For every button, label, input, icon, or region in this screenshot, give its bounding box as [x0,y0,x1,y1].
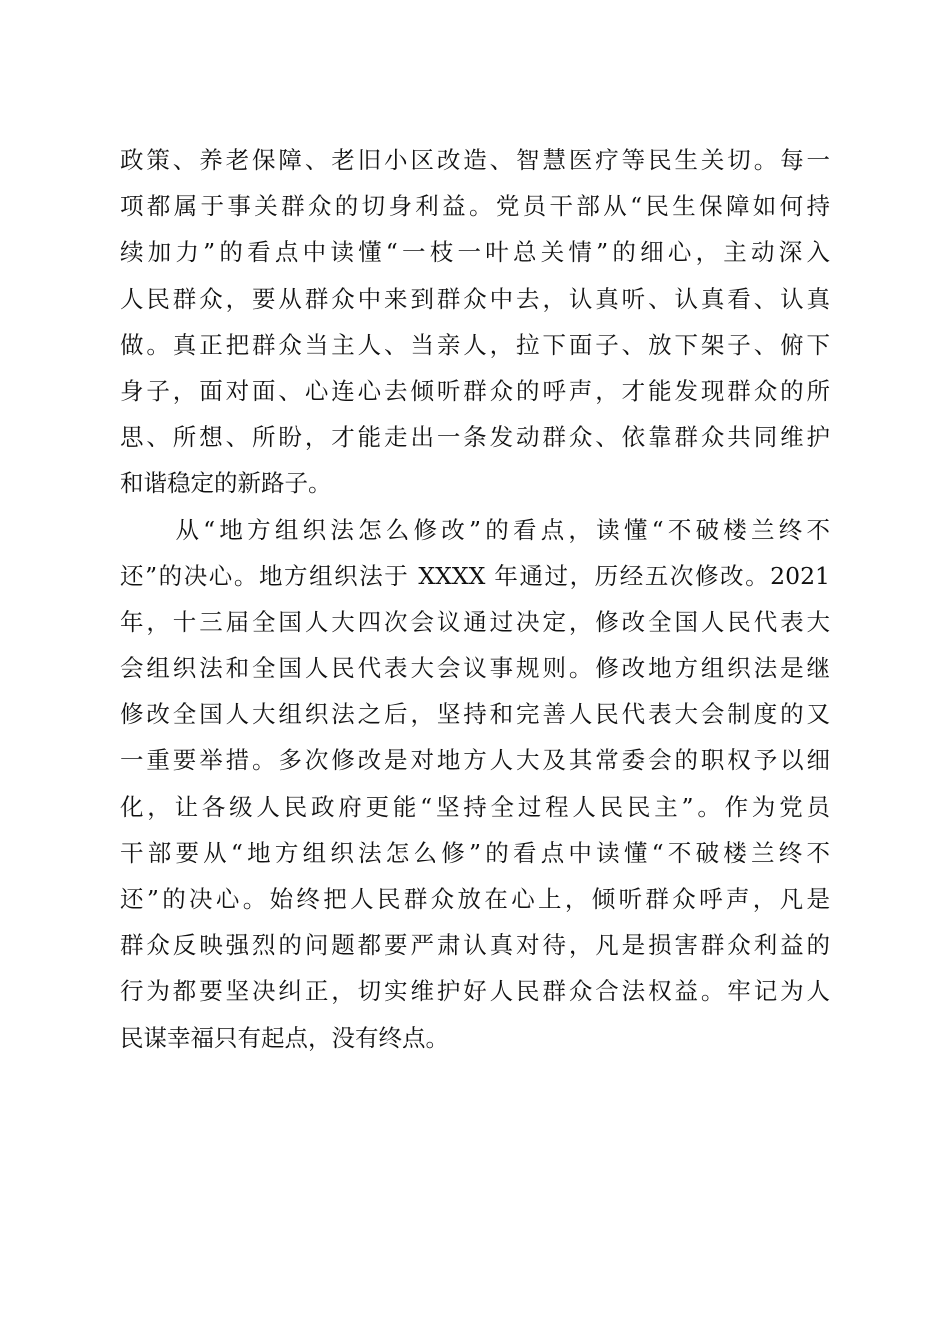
text-line: 一重要举措。多次修改是对地方人大及其常委会的职权予以细 [120,746,830,775]
text-line: 政策、养老保障、老旧小区改造、智慧医疗等民生关切。每一 [120,146,830,174]
text-line: 人民群众，要从群众中来到群众中去，认真听、认真看、认真 [120,284,830,313]
text-line: 从“地方组织法怎么修改”的看点，读懂“不破楼兰终不 [120,515,830,544]
body-text [120,137,830,1061]
text-line: 项都属于事关群众的切身利益。党员干部从“民生保障如何持 [120,192,830,221]
text-line: 修改全国人大组织法之后，坚持和完善人民代表大会制度的又 [120,700,830,729]
text-line: 干部要从“地方组织法怎么修”的看点中读懂“不破楼兰终不 [120,838,830,867]
text-line: 身子，面对面、心连心去倾听群众的呼声，才能发现群众的所 [120,376,830,405]
text-line: 还”的决心。始终把人民群众放在心上，倾听群众呼声，凡是 [120,885,830,913]
text-line: 还”的决心。地方组织法于 XXXX 年通过，历经五次修改。2021 [120,561,830,590]
text-line: 续加力”的看点中读懂“一枝一叶总关情”的细心，主动深入 [120,238,830,267]
text-line: 年，十三届全国人大四次会议通过决定，修改全国人民代表大 [120,607,830,636]
text-line: 会组织法和全国人民代表大会议事规则。修改地方组织法是继 [120,654,830,683]
text-line: 和谐稳定的新路子。 [120,469,332,498]
text-line: 群众反映强烈的问题都要严肃认真对待，凡是损害群众利益的 [120,931,830,960]
text-line: 思、所想、所盼，才能走出一条发动群众、依靠群众共同维护 [120,423,830,452]
text-line: 化，让各级人民政府更能“坚持全过程人民民主”。作为党员 [120,792,830,821]
paragraph-2 [120,507,830,1061]
paragraph-1 [120,137,830,507]
text-line: 民谋幸福只有起点，没有终点。 [120,1023,449,1052]
text-line: 做。真正把群众当主人、当亲人，拉下面子、放下架子、俯下 [120,330,830,359]
text-line: 行为都要坚决纠正，切实维护好人民群众合法权益。牢记为人 [120,977,830,1006]
